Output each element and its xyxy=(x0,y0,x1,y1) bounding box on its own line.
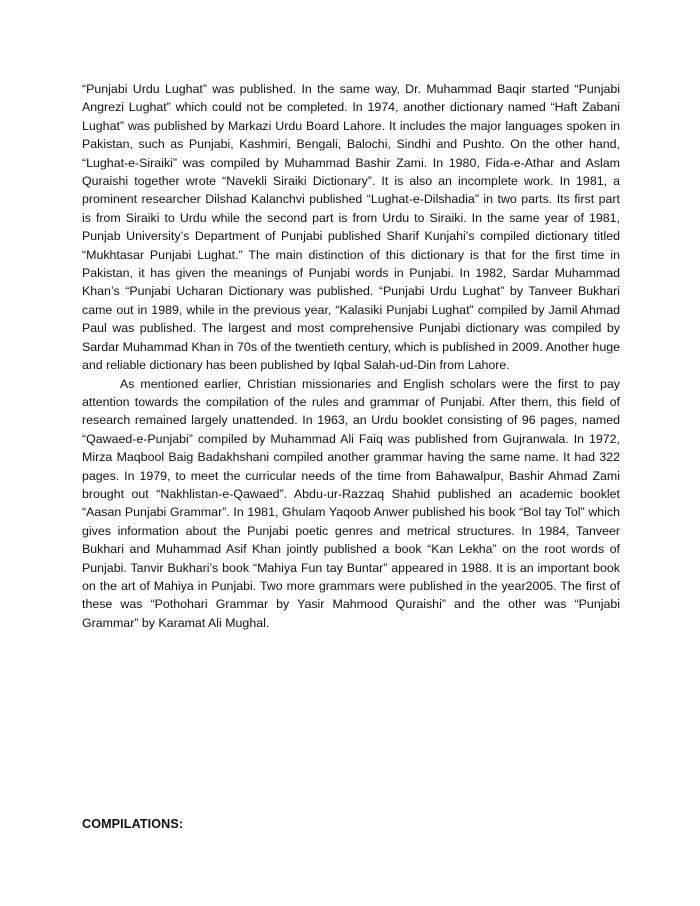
paragraph-dictionaries: “Punjabi Urdu Lughat” was published. In the same way, Dr. Muhammad Baqir started “Punjabi Angrezi Lughat” which could not be completed. In 1974, another dictionary named “Haft Zabani Lughat” was published by Markazi Urdu Board Lahore. It includes the major languages spoken in Pakistan, such as Punjabi, Kashmiri, Bengali, Balochi, Sindhi and Pushto. On the other hand, “Lughat-e-Siraiki” was compiled by Muhammad Bashir Zami. In 1980, Fida-e-Athar and Aslam Quraishi together wrote “Navekli Siraiki Dictionary”. It is also an incomplete work. In 1981, a prominent researcher Dilshad Kalanchvi published “Lughat-e-Dilshadia” in two parts. Its first part is from Siraiki to Urdu while the second part is from Urdu to Siraiki. In the same year of 1981, Punjab University’s Department of Punjabi published Sharif Kunjahi’s compiled dictionary titled “Mukhtasar Punjabi Lughat.” The main distinction of this dictionary is that for the first time in Pakistan, it has given the meanings of Punjabi words in Punjabi. In 1982, Sardar Muhammad Khan’s “Punjabi Ucharan Dictionary was published. “Punjabi Urdu Lughat” by Tanveer Bukhari came out in 1989, while in the previous year, “Kalasiki Punjabi Lughat” compiled by Jamil Ahmad Paul was published. The largest and most comprehensive Punjabi dictionary was compiled by Sardar Muhammad Khan in 70s of the twentieth century, which is published in 2009. Another huge and reliable dictionary has been published by Iqbal Salah-ud-Din from Lahore. xyxy=(82,82,620,373)
paragraph-grammars: As mentioned earlier, Christian missionaries and English scholars were the first to pay attention towards the compilation of the rules and grammar of Punjabi. After them, this field of research remained largely unattended. In 1963, an Urdu booklet consisting of 96 pages, named “Qawaed-e-Punjabi” compiled by Muhammad Ali Faiq was published from Gujranwala. In 1972, Mirza Maqbool Baig Badakhshani compiled another grammar having the same name. It had 322 pages. In 1979, to meet the curricular needs of the time from Bahawalpur, Bashir Ahmad Zami brought out “Nakhlistan-e-Qawaed”. Abdu-ur-Razzaq Shahid published an academic booklet “Aasan Punjabi Grammar”. In 1981, Ghulam Yaqoob Anwer published his book “Bol tay Tol” which gives information about the Punjabi poetic genres and metrical structures. In 1984, Tanveer Bukhari and Muhammad Asif Khan jointly published a book “Kan Lekha” on the root words of Punjabi. Tanvir Bukhari’s book “Mahiya Fun tay Buntar” appeared in 1988. It is an important book on the art of Mahiya in Punjabi. Two more grammars were published in the year2005. The first of these was “Pothohari Grammar by Yasir Mahmood Quraishi” and the other was “Punjabi Grammar” by Karamat Ali Mughal. xyxy=(82,376,620,630)
body-text xyxy=(82,80,620,632)
section-heading: COMPILATIONS: xyxy=(82,817,184,831)
